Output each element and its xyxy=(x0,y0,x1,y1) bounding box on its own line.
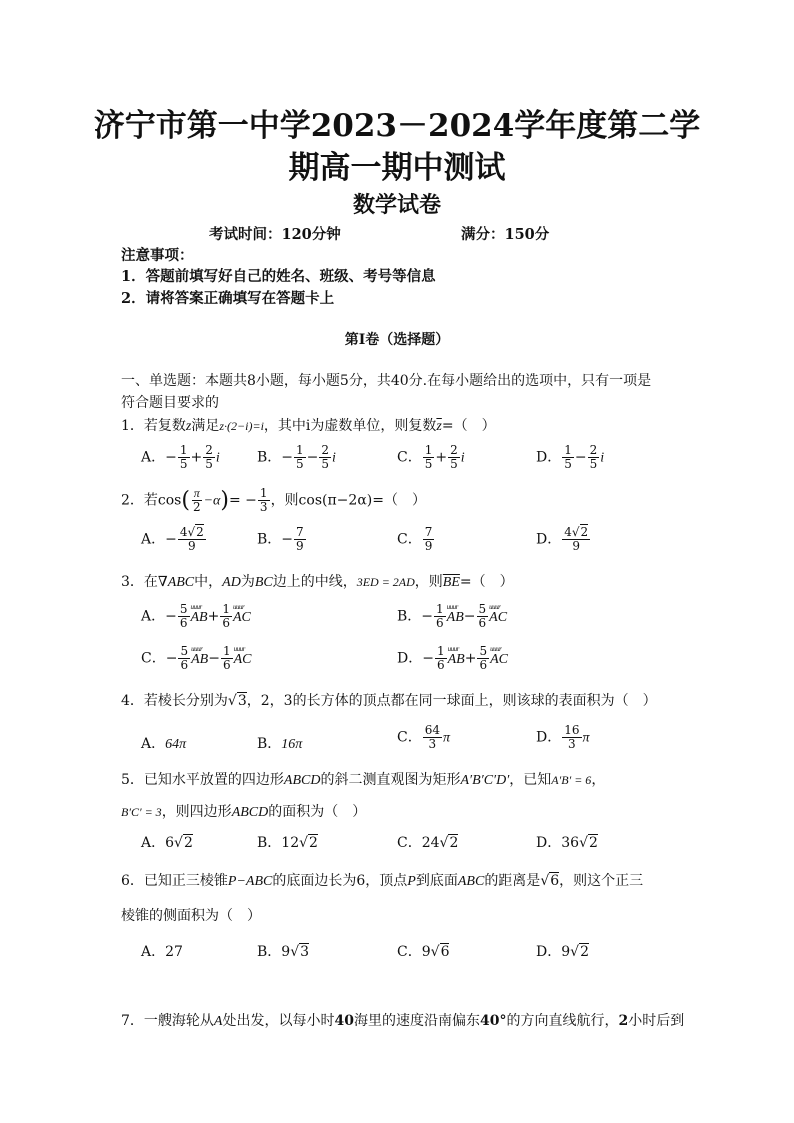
question-5-option-d[interactable]: D．36 √ 2 xyxy=(536,832,598,852)
question-1-option-a[interactable]: A．− $\frac{1}{5}$ + $\frac{2}{5}$ i xyxy=(141,443,220,471)
question-6-stem-line1: 6．已知正三棱锥P−ABC的底面边长为6，顶点P到底面ABC的距离是 √ 6，则这个正三 xyxy=(121,870,643,890)
question-4-option-a[interactable]: A．64π xyxy=(141,736,187,752)
exam-score: 满分：150分 xyxy=(461,226,550,243)
question-5-option-a[interactable]: A．6 √ 2 xyxy=(141,832,193,852)
question-4-option-d[interactable]: D． $\frac{16}{3}$ π xyxy=(536,723,590,751)
question-4-option-b[interactable]: B．16π xyxy=(257,736,303,752)
question-5-option-c[interactable]: C．24 √ 2 xyxy=(397,832,458,852)
question-3-option-c[interactable]: C．− $\frac{5}{6}$ uuur AB− $\frac{1}{6}$ uuur AC xyxy=(141,644,252,672)
question-6-option-d[interactable]: D．9 √ 2 xyxy=(536,941,589,961)
question-1-option-d[interactable]: D． $\frac{1}{5}$ − $\frac{2}{5}$ i xyxy=(536,443,605,471)
exam-title-line1: 济宁市第一中学2023－2024学年度第二学 xyxy=(93,108,701,144)
section1-line1: 一、单选题：本题共8小题，每小题5分，共40分.在每小题给出的选项中，只有一项是 xyxy=(121,373,652,389)
question-2-stem: 2．若cos( $\frac{\pi}{2}$ −α)= − $\frac{1}{3}$ ，则cos(π−2α)=（ ） xyxy=(121,486,426,514)
notes-item-1: 1．答题前填写好自己的姓名、班级、考号等信息 xyxy=(121,268,436,285)
question-7-stem-line1: 7．一艘海轮从A处出发，以每小时40海里的速度沿南偏东40°的方向直线航行，2小时后到 xyxy=(121,1013,685,1029)
notes-item-2: 2．请将答案正确填写在答题卡上 xyxy=(121,290,335,307)
exam-time: 考试时间：120分钟 xyxy=(209,226,341,243)
question-6-stem-line2: 棱锥的侧面积为（ ） xyxy=(121,908,261,924)
exam-title-line2: 期高一期中测试 xyxy=(288,150,506,186)
question-3-option-d[interactable]: D．− $\frac{1}{6}$ uuur AB+ $\frac{5}{6}$ uuur AC xyxy=(397,644,508,672)
part1-heading: 第I卷（选择题） xyxy=(344,332,450,348)
question-4-option-c[interactable]: C． $\frac{64}{3}$ π xyxy=(397,723,451,751)
question-3-stem: 3．在∇ABC中，AD为BC边上的中线，3ED = 2AD，则$\overline{BE}=$（ ） xyxy=(121,574,514,590)
notes-heading: 注意事项： xyxy=(121,247,194,264)
question-6-option-b[interactable]: B．9 √ 3 xyxy=(257,941,309,961)
question-2-option-c[interactable]: C． $\frac{7}{9}$ xyxy=(397,525,433,553)
question-5-stem-line1: 5．已知水平放置的四边形ABCD的斜二测直观图为矩形A′B′C′D′，已知A′B′ = 6， xyxy=(121,772,606,788)
question-2-option-d[interactable]: D． $\frac{4 √ 2}{9}$ xyxy=(536,526,591,553)
question-4-stem: 4．若棱长分别为 √ 3，2，3的长方体的顶点都在同一球面上，则该球的表面积为（ ） xyxy=(121,690,657,710)
question-3-option-a[interactable]: A．− $\frac{5}{6}$ uuur AB+ $\frac{1}{6}$ uuur AC xyxy=(141,602,251,630)
question-5-option-b[interactable]: B．12 √ 2 xyxy=(257,832,318,852)
question-6-option-a[interactable]: A．27 xyxy=(141,944,183,960)
question-5-stem-line2: B′C′ = 3，则四边形ABCD的面积为（ ） xyxy=(121,804,367,820)
question-1-option-c[interactable]: C． $\frac{1}{5}$ + $\frac{2}{5}$ i xyxy=(397,443,465,471)
question-1-stem: 1．若复数z满足z·(2−i)=i，其中i为虚数单位，则复数$\overline{z}=$（ ） xyxy=(121,418,496,434)
section1-line2: 符合题目要求的 xyxy=(121,395,219,411)
exam-subject: 数学试卷 xyxy=(352,192,441,218)
question-6-option-c[interactable]: C．9 √ 6 xyxy=(397,941,449,961)
question-1-option-b[interactable]: B．− $\frac{1}{5}$ − $\frac{2}{5}$ i xyxy=(257,443,336,471)
question-3-option-b[interactable]: B．− $\frac{1}{6}$ uuur AB− $\frac{5}{6}$ uuur AC xyxy=(397,602,508,630)
question-2-option-b[interactable]: B．− $\frac{7}{9}$ xyxy=(257,525,304,553)
question-2-option-a[interactable]: A．− $\frac{4 √ 2}{9}$ xyxy=(141,526,207,553)
